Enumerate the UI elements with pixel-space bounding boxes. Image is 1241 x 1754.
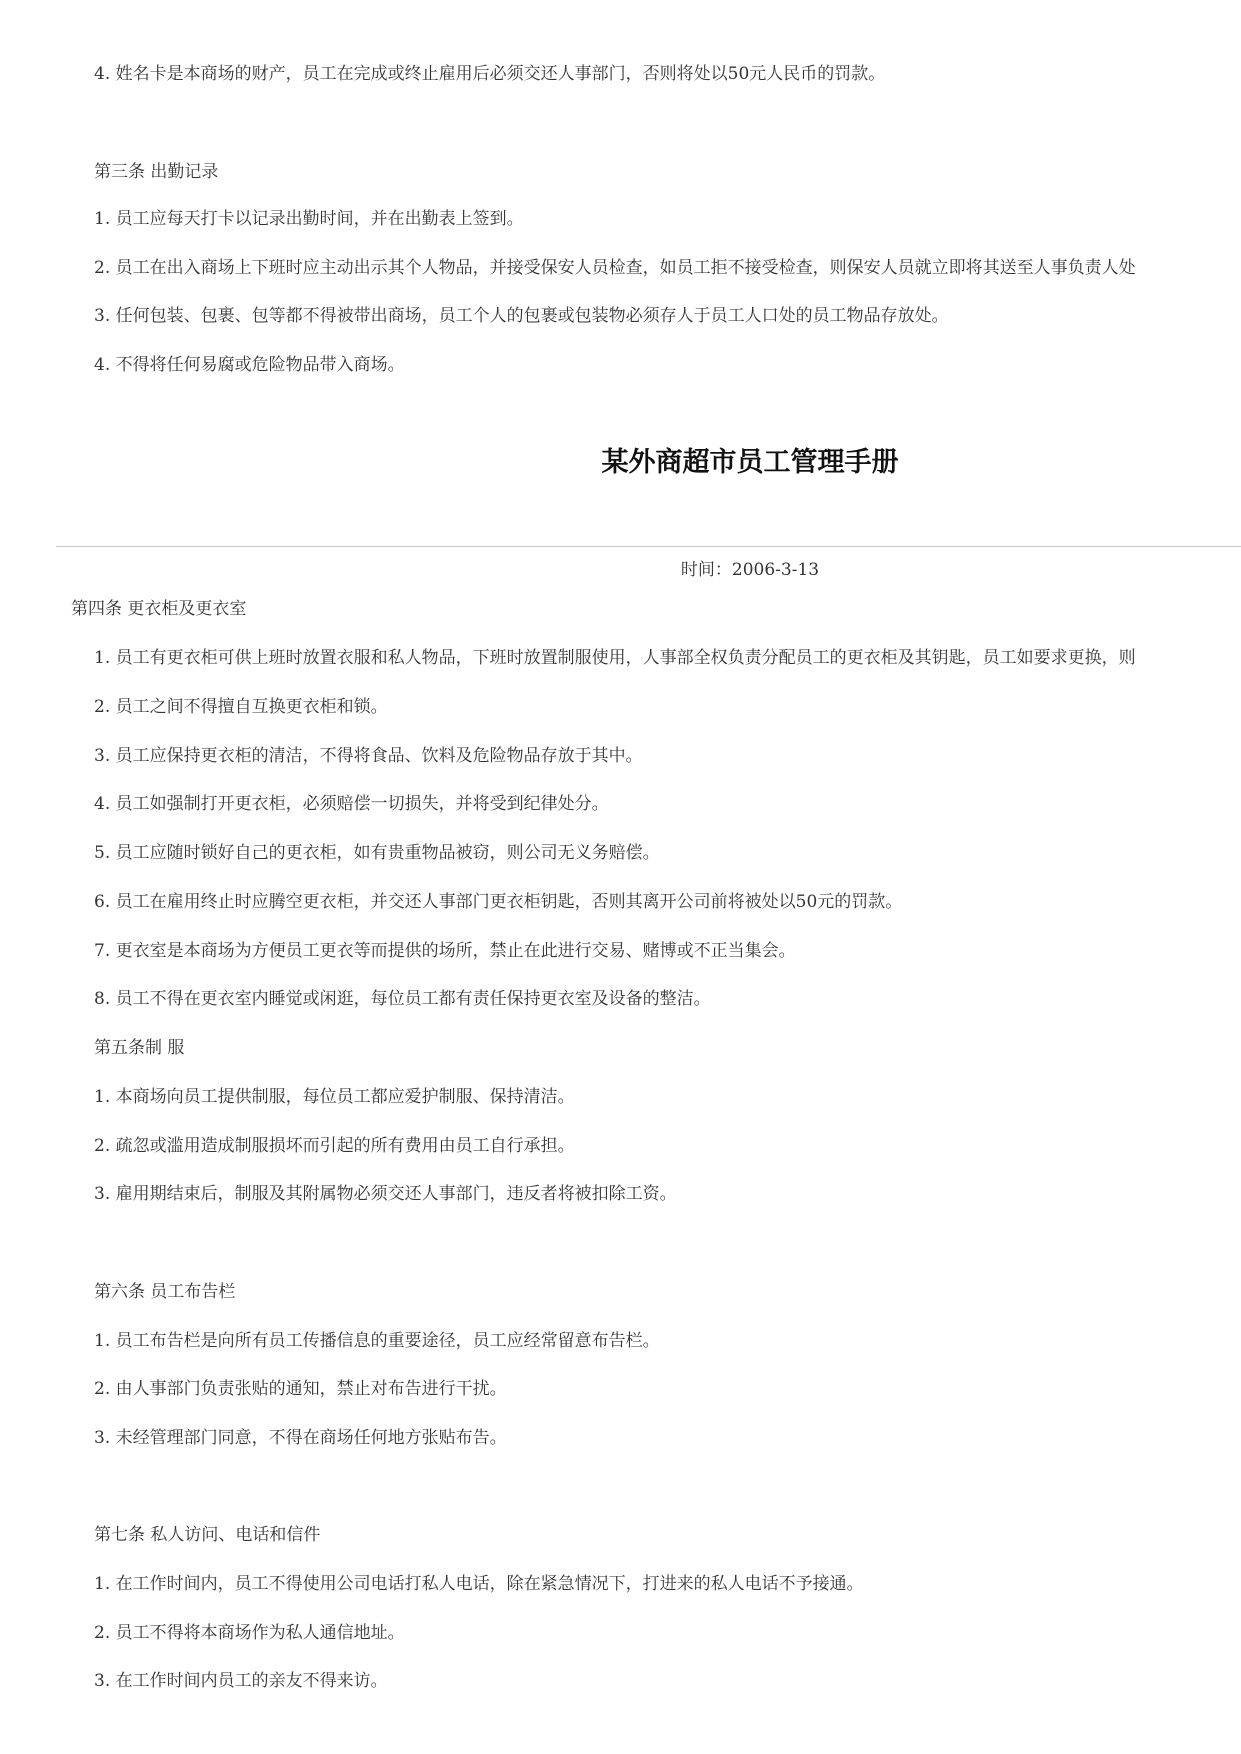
divider [56,546,1241,547]
item-number: 1. [94,1331,111,1351]
item-number: 8. [94,989,111,1009]
list-item [94,1329,660,1353]
item-number: 2. [94,258,111,278]
item-number: 6. [94,892,111,912]
list-item [94,744,643,768]
item-number: 2. [94,1623,111,1643]
list-item [94,1134,575,1158]
date-line: 时间：2006-3-13 [680,560,820,580]
list-item [94,353,405,377]
item-text: 在工作时间内，员工不得使用公司电话打私人电话，除在紧急情况下，打进来的私人电话不予接通。 [115,1574,864,1594]
item-text: 员工应保持更衣柜的清洁，不得将食品、饮料及危险物品存放于其中。 [115,746,643,766]
section-heading: 第三条 出勤记录 [94,162,219,182]
item-number: 5. [94,843,111,863]
list-item [94,1426,507,1450]
item-text: 不得将任何易腐或危险物品带入商场。 [115,355,405,375]
document-title: 某外商超市员工管理手册 [601,447,899,478]
list-item [94,207,524,231]
item-text: 员工应随时锁好自己的更衣柜，如有贵重物品被窃，则公司无义务赔偿。 [115,843,660,863]
list-item [94,256,1136,280]
item-text: 疏忽或滥用造成制服损坏而引起的所有费用由员工自行承担。 [115,1136,575,1156]
list-item [94,890,902,914]
list-item [94,304,949,328]
item-text: 雇用期结束后，制服及其附属物必须交还人事部门，违反者将被扣除工资。 [115,1184,677,1204]
list-item [94,1621,405,1645]
item-text: 更衣室是本商场为方便员工更衣等而提供的场所，禁止在此进行交易、赌博或不正当集会。 [115,941,796,961]
item-number: 1. [94,648,111,668]
item-number: 2. [94,697,111,717]
list-item [94,1377,507,1401]
section-heading: 第七条 私人访问、电话和信件 [94,1525,321,1545]
item-number: 4. [94,355,111,375]
item-number: 1. [94,209,111,229]
item-number: 1. [94,1087,111,1107]
item-text: 员工应每天打卡以记录出勤时间，并在出勤表上签到。 [115,209,524,229]
item-text: 员工不得在更衣室内睡觉或闲逛，每位员工都有责任保持更衣室及设备的整洁。 [115,989,711,1009]
item-number: 4. [94,64,111,84]
item-text: 员工之间不得擅自互换更衣柜和锁。 [115,697,388,717]
list-item [94,62,885,86]
list-item [94,695,388,719]
item-text: 员工有更衣柜可供上班时放置衣服和私人物品，下班时放置制服使用，人事部全权负责分配员工的更衣柜及其钥匙，员工如要求更换，则 [115,648,1136,668]
item-text: 员工在出入商场上下班时应主动出示其个人物品，并接受保安人员检查，如员工拒不接受检查，则保安人员就立即将其送至人事负责人处 [115,258,1136,278]
item-number: 2. [94,1379,111,1399]
list-item [94,1572,864,1596]
list-item [94,792,609,816]
item-text: 员工在雇用终止时应腾空更衣柜，并交还人事部门更衣柜钥匙，否则其离开公司前将被处以50元的罚款。 [115,892,903,912]
list-item [94,987,711,1011]
list-item [94,1182,677,1206]
item-text: 员工如强制打开更衣柜，必须赔偿一切损失，并将受到纪律处分。 [115,794,609,814]
item-text: 本商场向员工提供制服，每位员工都应爱护制服、保持清洁。 [115,1087,575,1107]
item-text: 未经管理部门同意，不得在商场任何地方张贴布告。 [115,1428,507,1448]
item-number: 3. [94,746,111,766]
item-text: 员工布告栏是向所有员工传播信息的重要途径，员工应经常留意布告栏。 [115,1331,660,1351]
list-item [94,646,1136,670]
item-number: 3. [94,1184,111,1204]
item-number: 7. [94,941,111,961]
list-item [94,1085,575,1109]
item-text: 在工作时间内员工的亲友不得来访。 [115,1671,388,1691]
item-text: 任何包装、包裹、包等都不得被带出商场，员工个人的包裹或包装物必须存人于员工人口处的员工物品存放处。 [115,306,949,326]
section-heading: 第六条 员工布告栏 [94,1282,236,1302]
list-item [94,841,660,865]
item-text: 由人事部门负责张贴的通知，禁止对布告进行干扰。 [115,1379,507,1399]
list-item [94,939,796,963]
item-number: 3. [94,306,111,326]
item-number: 3. [94,1671,111,1691]
item-text: 员工不得将本商场作为私人通信地址。 [115,1623,405,1643]
section-heading: 第四条 更衣柜及更衣室 [71,599,247,619]
item-number: 3. [94,1428,111,1448]
list-item [94,1669,388,1693]
section-heading: 第五条制 服 [94,1038,185,1058]
item-number: 1. [94,1574,111,1594]
item-number: 4. [94,794,111,814]
item-number: 2. [94,1136,111,1156]
item-text: 姓名卡是本商场的财产，员工在完成或终止雇用后必须交还人事部门，否则将处以50元人民币的罚款。 [115,64,886,84]
